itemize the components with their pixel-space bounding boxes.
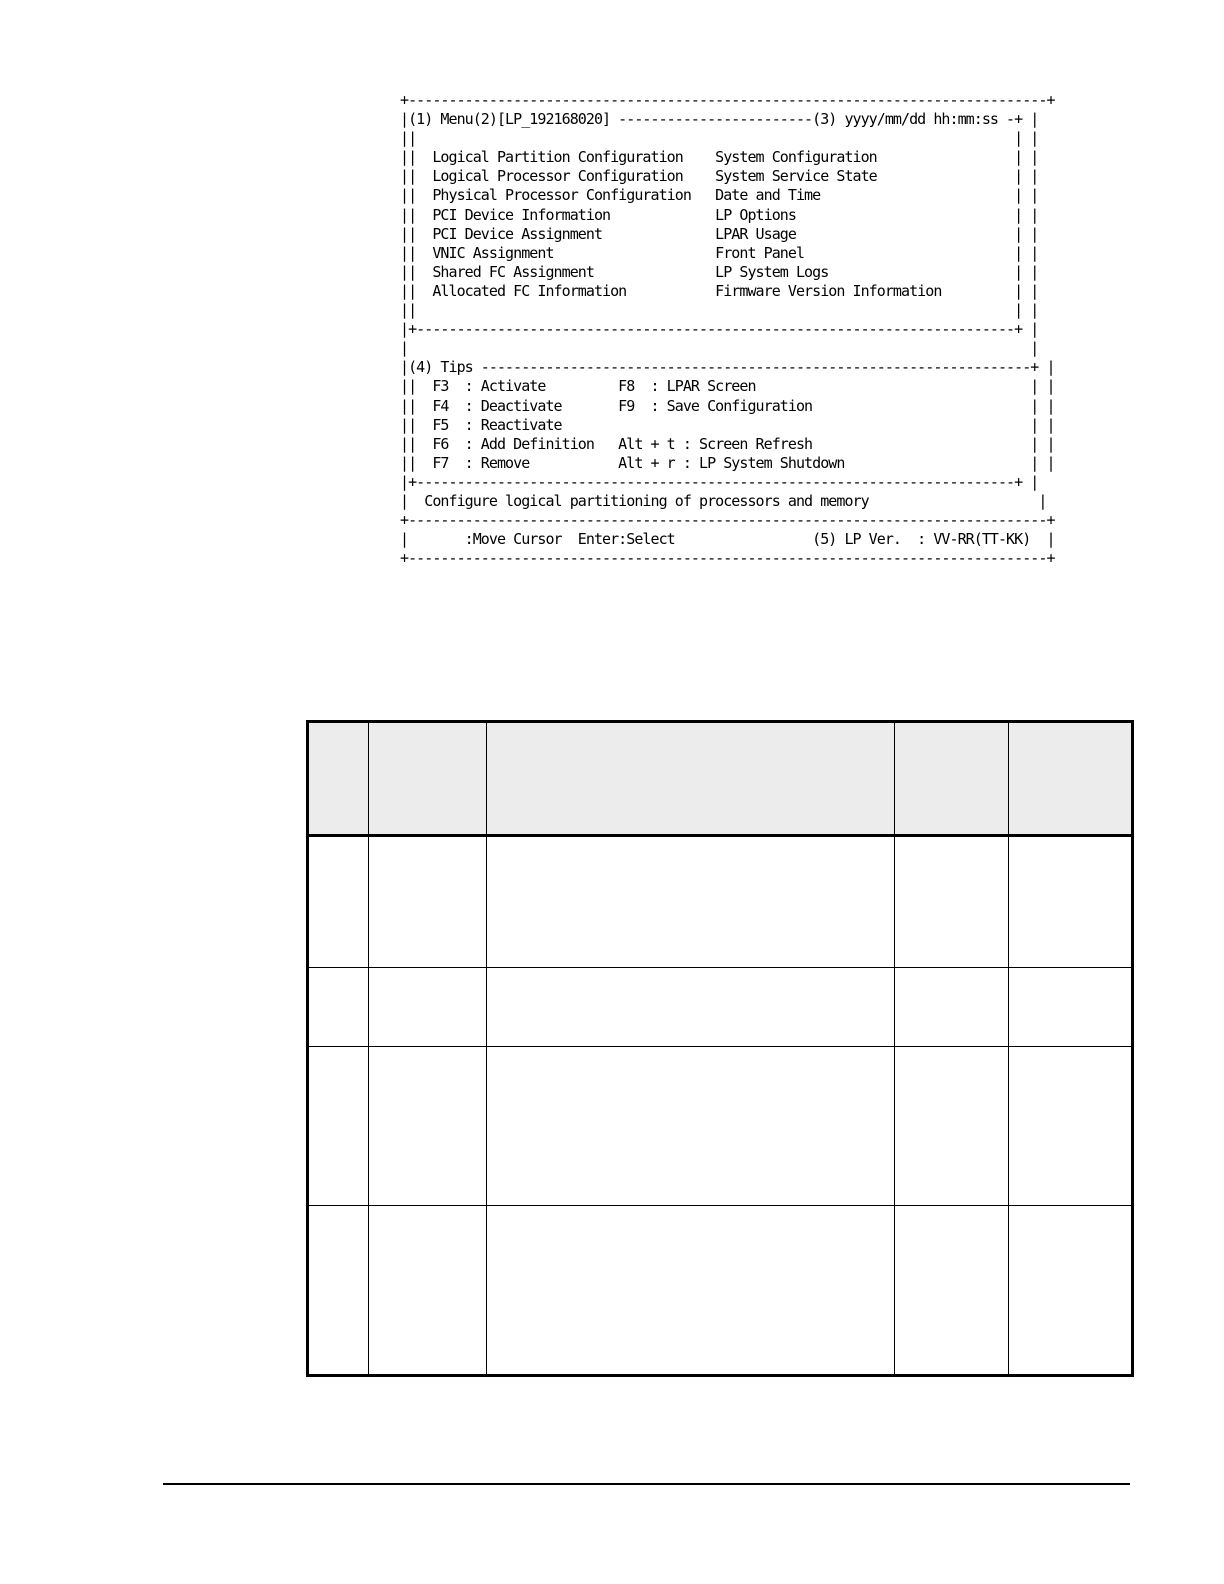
table-cell bbox=[895, 968, 1009, 1047]
terminal-line: |+--------------------------------------------------------------------------+ | bbox=[400, 320, 1039, 339]
tips-row: || F5 : Reactivate | | bbox=[400, 415, 1055, 434]
table-cell bbox=[895, 1205, 1009, 1375]
table-cell bbox=[487, 1205, 895, 1375]
footer-line: | :Move Cursor Enter:Select (5) LP Ver. : VV-RR(TT-KK) | bbox=[400, 530, 1055, 549]
table-cell bbox=[487, 1047, 895, 1205]
tips-row: || F6 : Add Definition Alt + t : Screen Refresh | | bbox=[400, 434, 1055, 453]
table-cell bbox=[895, 836, 1009, 968]
table-cell bbox=[369, 968, 487, 1047]
terminal-line: | | bbox=[400, 339, 1039, 358]
table-cell bbox=[1009, 1205, 1133, 1375]
menu-header-line: |(1) Menu(2)[LP_192168020] ------------------------(3) yyyy/mm/dd hh:mm:ss -+ | bbox=[400, 110, 1039, 129]
terminal-line: || | | bbox=[400, 129, 1039, 148]
tips-row: || F3 : Activate F8 : LPAR Screen | | bbox=[400, 377, 1055, 396]
menu-item-row[interactable]: || Physical Processor Configuration Date and Time | | bbox=[400, 186, 1039, 205]
table-cell bbox=[369, 1047, 487, 1205]
table-cell bbox=[487, 968, 895, 1047]
menu-item-row[interactable]: || VNIC Assignment Front Panel | | bbox=[400, 243, 1039, 262]
table-cell bbox=[1009, 836, 1133, 968]
menu-item-row[interactable]: || Shared FC Assignment LP System Logs | | bbox=[400, 262, 1039, 281]
description-table bbox=[306, 720, 1134, 1377]
terminal-line: +-------------------------------------------------------------------------------+ bbox=[400, 549, 1055, 568]
table-header-cell bbox=[487, 722, 895, 836]
tips-header-line: |(4) Tips --------------------------------------------------------------------+ | bbox=[400, 358, 1055, 377]
table-row bbox=[308, 836, 1133, 968]
terminal-line: |+--------------------------------------------------------------------------+ | bbox=[400, 472, 1039, 491]
table-header-cell bbox=[308, 722, 369, 836]
table-cell bbox=[308, 836, 369, 968]
table-header-cell bbox=[1009, 722, 1133, 836]
table-cell bbox=[1009, 1047, 1133, 1205]
terminal-text bbox=[400, 91, 1055, 568]
lp-menu-screen bbox=[400, 91, 1055, 569]
menu-item-row[interactable]: || Logical Processor Configuration System Service State | | bbox=[400, 167, 1039, 186]
table-cell bbox=[895, 1047, 1009, 1205]
menu-item-row[interactable]: || Allocated FC Information Firmware Version Information | | bbox=[400, 281, 1039, 300]
table-cell bbox=[369, 836, 487, 968]
table-header-row bbox=[308, 722, 1133, 836]
table-cell bbox=[487, 836, 895, 968]
terminal-line: || | | bbox=[400, 301, 1039, 320]
status-message: | Configure logical partitioning of processors and memory | bbox=[400, 491, 1047, 510]
terminal-line: +-------------------------------------------------------------------------------+ bbox=[400, 511, 1055, 530]
tips-row: || F4 : Deactivate F9 : Save Configuration | | bbox=[400, 396, 1055, 415]
table-cell bbox=[308, 968, 369, 1047]
menu-item-row[interactable]: || PCI Device Information LP Options | | bbox=[400, 205, 1039, 224]
menu-item-row[interactable]: || Logical Partition Configuration System Configuration | | bbox=[400, 148, 1039, 167]
table-cell bbox=[308, 1205, 369, 1375]
table-cell bbox=[308, 1047, 369, 1205]
menu-item-row[interactable]: || PCI Device Assignment LPAR Usage | | bbox=[400, 224, 1039, 243]
table-row bbox=[308, 1047, 1133, 1205]
table-row bbox=[308, 968, 1133, 1047]
footer-divider bbox=[163, 1483, 1130, 1485]
table-header-cell bbox=[895, 722, 1009, 836]
table-header-cell bbox=[369, 722, 487, 836]
table-row bbox=[308, 1205, 1133, 1375]
tips-row: || F7 : Remove Alt + r : LP System Shutdown | | bbox=[400, 453, 1055, 472]
table-cell bbox=[369, 1205, 487, 1375]
terminal-line: +-------------------------------------------------------------------------------+ bbox=[400, 91, 1055, 109]
table-cell bbox=[1009, 968, 1133, 1047]
